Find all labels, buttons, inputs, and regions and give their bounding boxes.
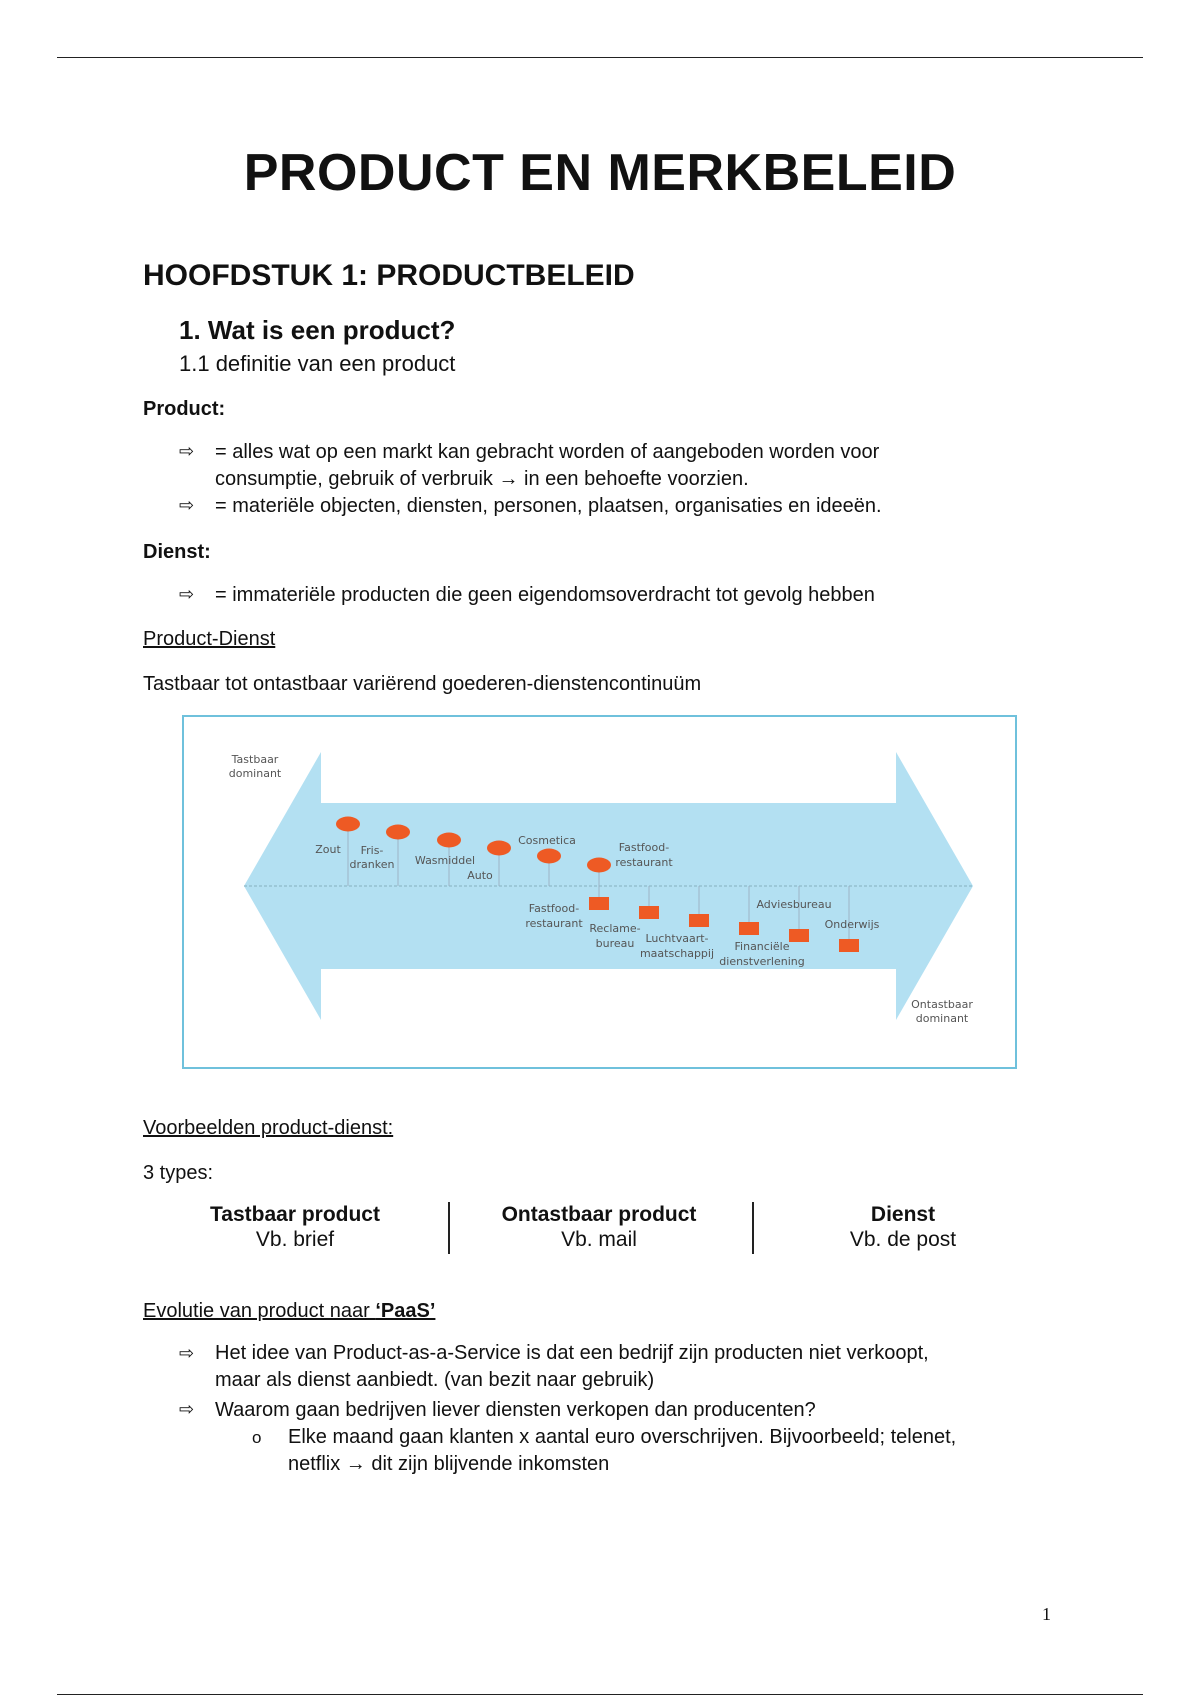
goods-label: Fris- [360,844,384,857]
service-label: Adviesbureau [756,898,832,911]
service-marker [839,939,859,952]
type-column-dienst [753,1202,1053,1252]
service-label: restaurant [525,917,583,930]
type-title: Ontastbaar product [501,1203,697,1226]
service-label: bureau [595,937,635,950]
double-arrow-shape [244,752,973,1020]
goods-label: Wasmiddel [414,854,476,867]
product-bullet-2: = materiële objecten, diensten, personen, plaatsen, organisaties en ideeën. [215,495,882,517]
service-label: dienstverlening [719,955,805,968]
type-example: Vb. de post [849,1228,957,1251]
arrow-bullet-icon: ⇨ [179,584,195,604]
paas-bullet-1-line1: Het idee van Product-as-a-Service is dat een bedrijf zijn producten niet verkoopt, [215,1342,929,1364]
ontastbaar-label-line1: Ontastbaar [911,998,973,1011]
goods-marker [437,833,461,848]
goods-label: Zout [315,843,341,856]
goods-label: Cosmetica [518,834,576,847]
examples-heading: Voorbeelden product-dienst: [143,1117,394,1139]
paas-sub-bullet [288,1424,1068,1478]
chapter-heading: HOOFDSTUK 1: PRODUCTBELEID [143,259,635,292]
service-label: Reclame- [589,922,641,935]
paas-bullet-2: Waarom gaan bedrijven liever diensten verkopen dan producenten? [215,1399,816,1421]
goods-label: Auto [467,869,493,882]
section-heading: 1. Wat is een product? [179,315,456,345]
goods-marker [587,858,611,873]
goods-label: Fastfood- [618,841,670,854]
footer-rule [57,1694,1143,1695]
service-marker [689,914,709,927]
tastbaar-label-line1: Tastbaar [231,753,279,766]
circle-bullet-icon: o [252,1428,262,1447]
type-title: Tastbaar product [210,1203,380,1226]
document-title: PRODUCT EN MERKBELEID [243,144,957,202]
goods-marker [386,825,410,840]
type-example: Vb. brief [255,1228,335,1251]
product-bullet-1-line1: = alles wat op een markt kan gebracht worden of aangeboden worden voor [215,441,880,463]
dienst-label: Dienst: [143,541,211,563]
type-example: Vb. mail [561,1228,637,1251]
arrow-bullet-icon: ⇨ [179,1399,195,1419]
paas-bullet-1 [215,1340,1055,1394]
goods-label: restaurant [615,856,673,869]
service-marker [789,929,809,942]
tastbaar-label-line2: dominant [228,767,282,780]
ontastbaar-label-line2: dominant [915,1012,969,1025]
service-label: Onderwijs [824,918,880,931]
service-label: Luchtvaart- [645,932,709,945]
goods-marker [336,817,360,832]
page-number: 1 [1042,1604,1051,1624]
arrow-bullet-icon: ⇨ [179,441,195,461]
service-label: maatschappij [639,947,715,960]
arrow-bullet-icon: ⇨ [179,1343,195,1363]
continuum-svg [184,717,1015,1067]
product-bullet-1-line2: consumptie, gebruik of verbruik → in een behoefte voorzien. [215,468,749,490]
arrow-bullet-icon: ⇨ [179,495,195,515]
goods-marker [487,841,511,856]
subsection-heading: 1.1 definitie van een product [179,351,456,376]
service-marker [639,906,659,919]
header-rule [57,57,1143,58]
type-column-tastbaar [145,1202,445,1252]
goods-services-continuum-diagram [182,715,1017,1069]
type-title: Dienst [870,1203,936,1226]
service-marker [589,897,609,910]
examples-intro: 3 types: [143,1162,214,1184]
service-label: Fastfood- [528,902,580,915]
paas-heading-prefix: Evolutie van product naar [143,1300,376,1322]
service-marker [739,922,759,935]
type-column-ontastbaar [449,1202,749,1252]
paas-bullet-1-line2: maar als dienst aanbiedt. (van bezit naar gebruik) [215,1369,655,1391]
goods-marker [537,849,561,864]
paas-sub-bullet-line1: Elke maand gaan klanten x aantal euro overschrijven. Bijvoorbeeld; telenet, [288,1426,957,1448]
paas-heading-bold: ‘PaaS’ [375,1300,436,1322]
dienst-bullet-1: = immateriële producten die geen eigendomsoverdracht tot gevolg hebben [215,584,875,606]
paas-sub-bullet-line2: netflix → dit zijn blijvende inkomsten [288,1453,610,1475]
product-dienst-heading: Product-Dienst [143,628,276,650]
product-dienst-text: Tastbaar tot ontastbaar variërend goederen-dienstencontinuüm [143,673,702,695]
product-label: Product: [143,398,226,420]
goods-label: dranken [349,858,395,871]
paas-heading [143,1298,435,1325]
product-bullet-1 [215,439,995,493]
service-label: Financiële [734,940,790,953]
